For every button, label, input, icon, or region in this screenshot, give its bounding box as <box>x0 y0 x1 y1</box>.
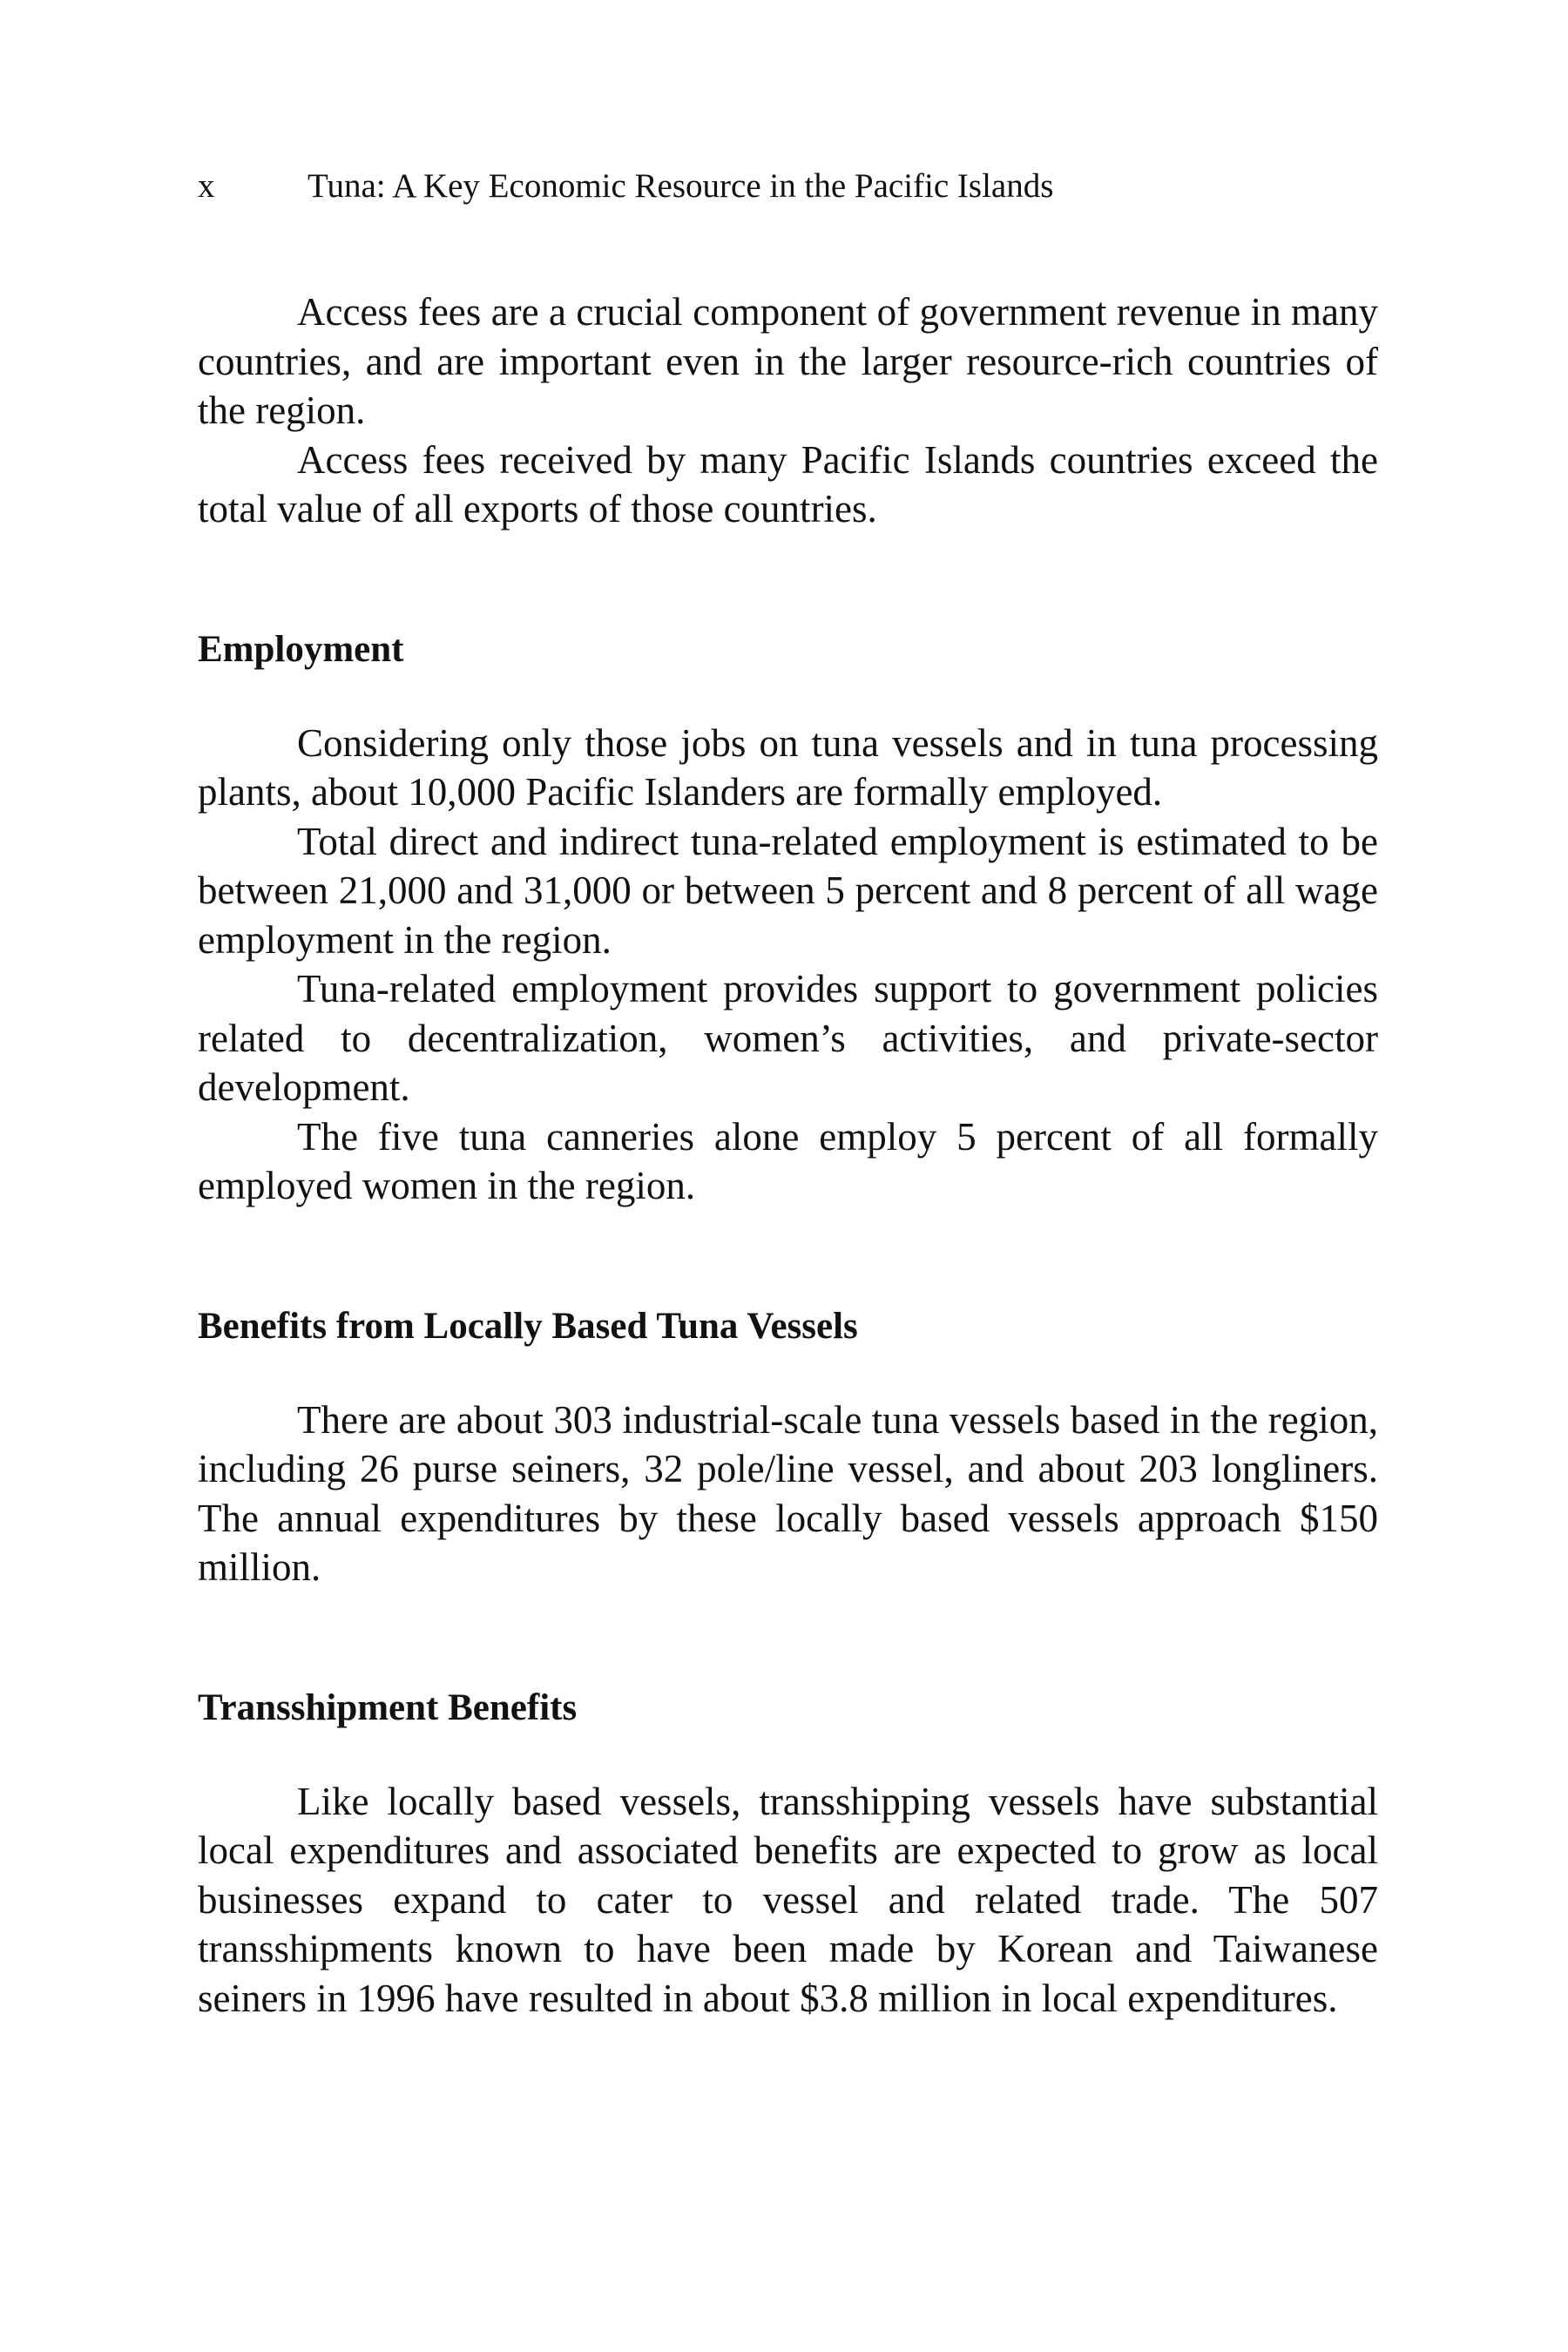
intro-section <box>198 287 1378 534</box>
paragraph: Access fees are a crucial component of government revenue in many countries, and are important even in the larger resource-rich countries of the region. <box>198 290 1378 432</box>
employment-section <box>198 625 1378 1211</box>
paragraph: The five tuna canneries alone employ 5 percent of all formally employed women in the region. <box>198 1114 1378 1207</box>
running-head <box>198 166 1053 207</box>
section-heading: Employment <box>198 628 404 670</box>
page-number: x <box>198 167 215 205</box>
paragraph: Considering only those jobs on tuna vessels and in tuna processing plants, about 10,000 Pacific Islanders are formally employed. <box>198 720 1378 814</box>
paragraph: Tuna-related employment provides support to government policies related to decentralization, women’s activities, and private-sector development. <box>198 967 1378 1109</box>
paragraph: There are about 303 industrial-scale tuna vessels based in the region, including 26 purse seiners, 32 pole/line vessel, and about 203 longliners. The annual expenditures by these locally based vessels approach $150 million. <box>198 1397 1378 1589</box>
section-heading: Transshipment Benefits <box>198 1686 578 1728</box>
paragraph: Total direct and indirect tuna-related employment is estimated to be between 21,000 and 31,000 or between 5 percent and 8 percent of all wage employment in the region. <box>198 819 1378 962</box>
local-vessels-section <box>198 1302 1378 1592</box>
page-body <box>198 287 1378 2023</box>
paragraph: Like locally based vessels, transshipping vessels have substantial local expenditures and associated benefits are expected to grow as local businesses expand to cater to vessel and related trade. The 507 transshipments known to have been made by Korean and Taiwanese seiners in 1996 have resulted in about $3.8 million in local expenditures. <box>198 1779 1378 2020</box>
book-title: Tuna: A Key Economic Resource in the Pacific Islands <box>308 167 1054 205</box>
section-heading: Benefits from Locally Based Tuna Vessels <box>198 1305 858 1347</box>
paragraph: Access fees received by many Pacific Islands countries exceed the total value of all exports of those countries. <box>198 437 1378 531</box>
transshipment-section <box>198 1684 1378 2024</box>
